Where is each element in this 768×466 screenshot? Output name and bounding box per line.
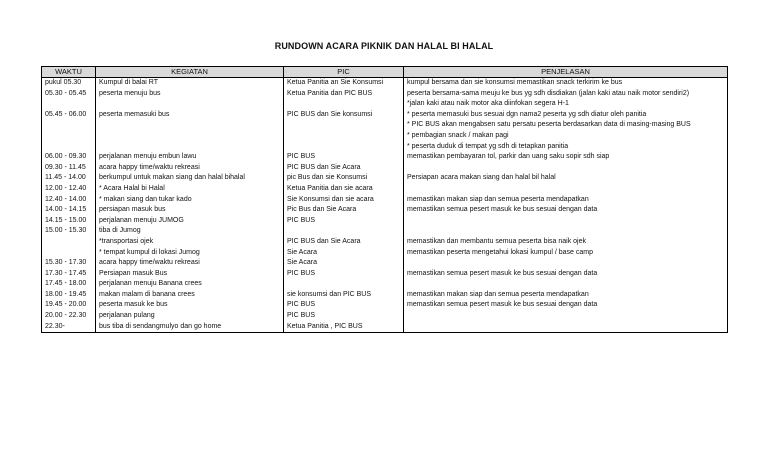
cell-kegiatan: perjalanan menuju embun lawu bbox=[96, 152, 284, 163]
cell-kegiatan: * makan siang dan tukar kado bbox=[96, 195, 284, 206]
cell-pic bbox=[284, 279, 404, 290]
cell-kegiatan: peserta menuju bus bbox=[96, 89, 284, 100]
cell-pic bbox=[284, 120, 404, 131]
cell-kegiatan: acara happy time/waktu rekreasi bbox=[96, 258, 284, 269]
cell-pic: Pic Bus dan Sie Acara bbox=[284, 205, 404, 216]
cell-waktu: 17.30 - 17.45 bbox=[42, 269, 96, 280]
cell-waktu bbox=[42, 142, 96, 153]
cell-waktu: 15.00 - 15.30 bbox=[42, 226, 96, 237]
table-row bbox=[42, 300, 728, 311]
cell-pic: PIC BUS dan Sie konsumsi bbox=[284, 110, 404, 121]
cell-pic: PIC BUS bbox=[284, 269, 404, 280]
cell-kegiatan: makan malam di banana crees bbox=[96, 290, 284, 301]
table-row bbox=[42, 226, 728, 237]
table-row bbox=[42, 269, 728, 280]
cell-kegiatan: * Acara Halal bi Halal bbox=[96, 184, 284, 195]
cell-penjelasan bbox=[404, 163, 728, 174]
table-row bbox=[42, 152, 728, 163]
table-row bbox=[42, 78, 728, 89]
cell-penjelasan bbox=[404, 322, 728, 333]
cell-kegiatan: Persiapan masuk Bus bbox=[96, 269, 284, 280]
cell-penjelasan: * peserta memasuki bus sesuai dgn nama2 peserta yg sdh diatur oleh panitia bbox=[404, 110, 728, 121]
cell-penjelasan: memastikan semua pesert masuk ke bus sesuai dengan data bbox=[404, 269, 728, 280]
cell-penjelasan: memastikan pembayaran tol, parkir dan uang saku sopir sdh siap bbox=[404, 152, 728, 163]
cell-pic: pic Bus dan sie Konsumsi bbox=[284, 173, 404, 184]
cell-waktu bbox=[42, 120, 96, 131]
cell-penjelasan bbox=[404, 258, 728, 269]
cell-pic: PIC BUS bbox=[284, 311, 404, 322]
cell-waktu: 09.30 - 11.45 bbox=[42, 163, 96, 174]
cell-pic: PIC BUS bbox=[284, 216, 404, 227]
cell-waktu: 17.45 - 18.00 bbox=[42, 279, 96, 290]
cell-waktu: 14.15 - 15.00 bbox=[42, 216, 96, 227]
cell-penjelasan: * peserta duduk di tempat yg sdh di tetapkan panitia bbox=[404, 142, 728, 153]
cell-pic: Ketua Panitia dan PIC BUS bbox=[284, 89, 404, 100]
cell-waktu bbox=[42, 131, 96, 142]
cell-waktu bbox=[42, 237, 96, 248]
table-row bbox=[42, 195, 728, 206]
cell-penjelasan bbox=[404, 216, 728, 227]
table-row bbox=[42, 110, 728, 121]
rundown-table bbox=[41, 66, 728, 333]
table-row bbox=[42, 311, 728, 322]
cell-pic: Ketua Panitia dan sie acara bbox=[284, 184, 404, 195]
cell-waktu: 20.00 - 22.30 bbox=[42, 311, 96, 322]
cell-penjelasan bbox=[404, 184, 728, 195]
table-row bbox=[42, 205, 728, 216]
cell-penjelasan: * PIC BUS akan mengabsen satu persatu peserta berdasarkan data di masing-masing BUS bbox=[404, 120, 728, 131]
table-row bbox=[42, 173, 728, 184]
cell-pic: PIC BUS bbox=[284, 300, 404, 311]
table-row bbox=[42, 89, 728, 100]
table-body bbox=[42, 78, 728, 333]
cell-kegiatan: perjalanan menuju Banana crees bbox=[96, 279, 284, 290]
cell-pic: Sie Acara bbox=[284, 248, 404, 259]
table-row bbox=[42, 322, 728, 333]
cell-waktu: 06.00 - 09.30 bbox=[42, 152, 96, 163]
header-waktu: WAKTU bbox=[42, 67, 96, 78]
cell-kegiatan: berkumpul untuk makan siang dan halal bihalal bbox=[96, 173, 284, 184]
table-header-row bbox=[42, 67, 728, 78]
cell-kegiatan: tiba di Jumog bbox=[96, 226, 284, 237]
cell-waktu: pukul 05.30 bbox=[42, 78, 96, 89]
cell-waktu bbox=[42, 99, 96, 110]
cell-waktu: 11.45 - 14.00 bbox=[42, 173, 96, 184]
cell-kegiatan: peserta masuk ke bus bbox=[96, 300, 284, 311]
table-row bbox=[42, 216, 728, 227]
cell-pic: Ketua Panitia , PIC BUS bbox=[284, 322, 404, 333]
cell-waktu: 14.00 - 14.15 bbox=[42, 205, 96, 216]
header-penjelasan: PENJELASAN bbox=[404, 67, 728, 78]
cell-pic: PIC BUS dan Sie Acara bbox=[284, 163, 404, 174]
cell-penjelasan: memastikan semua pesert masuk ke bus sesuai dengan data bbox=[404, 205, 728, 216]
cell-penjelasan: memastikan makan siap dan semua peserta mendapatkan bbox=[404, 195, 728, 206]
table-row bbox=[42, 279, 728, 290]
cell-kegiatan: bus tiba di sendangmulyo dan go home bbox=[96, 322, 284, 333]
cell-waktu: 22.30- bbox=[42, 322, 96, 333]
table-row bbox=[42, 99, 728, 110]
table-row bbox=[42, 184, 728, 195]
cell-waktu: 18.00 - 19.45 bbox=[42, 290, 96, 301]
cell-kegiatan: perjalanan menuju JUMOG bbox=[96, 216, 284, 227]
cell-penjelasan: memastikan dan membantu semua peserta bisa naik ojek bbox=[404, 237, 728, 248]
cell-pic: Sie Acara bbox=[284, 258, 404, 269]
cell-waktu: 12.00 - 12.40 bbox=[42, 184, 96, 195]
cell-waktu: 05.45 - 06.00 bbox=[42, 110, 96, 121]
cell-pic: PIC BUS dan Sie Acara bbox=[284, 237, 404, 248]
table-row bbox=[42, 237, 728, 248]
cell-penjelasan: Persiapan acara makan siang dan halal bil halal bbox=[404, 173, 728, 184]
cell-kegiatan: * tempat kumpul di lokasi Jumog bbox=[96, 248, 284, 259]
cell-kegiatan bbox=[96, 131, 284, 142]
cell-kegiatan bbox=[96, 99, 284, 110]
cell-pic: Ketua Panitia an Sie Konsumsi bbox=[284, 78, 404, 89]
cell-penjelasan bbox=[404, 226, 728, 237]
cell-penjelasan: peserta bersama-sama meuju ke bus yg sdh disdiakan (jalan kaki atau naik motor sendiri2) bbox=[404, 89, 728, 100]
cell-pic bbox=[284, 131, 404, 142]
cell-penjelasan: memastikan semua pesert masuk ke bus sesuai dengan data bbox=[404, 300, 728, 311]
cell-penjelasan bbox=[404, 279, 728, 290]
cell-penjelasan bbox=[404, 311, 728, 322]
table-row bbox=[42, 258, 728, 269]
cell-kegiatan: persiapan masuk bus bbox=[96, 205, 284, 216]
table-row bbox=[42, 142, 728, 153]
cell-kegiatan bbox=[96, 120, 284, 131]
table-row bbox=[42, 163, 728, 174]
cell-penjelasan: *jalan kaki atau naik motor aka diinfokan segera H-1 bbox=[404, 99, 728, 110]
cell-waktu: 19.45 - 20.00 bbox=[42, 300, 96, 311]
cell-penjelasan: memastikan peserta mengetahui lokasi kumpul / base camp bbox=[404, 248, 728, 259]
table-row bbox=[42, 290, 728, 301]
cell-penjelasan: * pembagian snack / makan pagi bbox=[404, 131, 728, 142]
header-kegiatan: KEGIATAN bbox=[96, 67, 284, 78]
document-title: RUNDOWN ACARA PIKNIK DAN HALAL BI HALAL bbox=[274, 41, 494, 51]
cell-pic: Sie Konsumsi dan sie acara bbox=[284, 195, 404, 206]
cell-pic bbox=[284, 99, 404, 110]
cell-kegiatan bbox=[96, 142, 284, 153]
cell-kegiatan: *transportasi ojek bbox=[96, 237, 284, 248]
cell-pic: PIC BUS bbox=[284, 152, 404, 163]
cell-pic bbox=[284, 226, 404, 237]
header-pic: PIC bbox=[284, 67, 404, 78]
cell-kegiatan: Kumpul di balai RT bbox=[96, 78, 284, 89]
cell-penjelasan: kumpul bersama dan sie konsumsi memastikan snack terkirim ke bus bbox=[404, 78, 728, 89]
cell-pic bbox=[284, 142, 404, 153]
cell-pic: sie konsumsi dan PIC BUS bbox=[284, 290, 404, 301]
cell-penjelasan: memastikan makan siap dan semua peserta mendapatkan bbox=[404, 290, 728, 301]
cell-kegiatan: peserta memasuki bus bbox=[96, 110, 284, 121]
cell-waktu: 05.30 - 05.45 bbox=[42, 89, 96, 100]
cell-waktu: 12.40 - 14.00 bbox=[42, 195, 96, 206]
cell-kegiatan: acara happy time/waktu rekreasi bbox=[96, 163, 284, 174]
table-row bbox=[42, 120, 728, 131]
table-row bbox=[42, 248, 728, 259]
cell-waktu: 15.30 - 17.30 bbox=[42, 258, 96, 269]
cell-kegiatan: perjalanan pulang bbox=[96, 311, 284, 322]
table-row bbox=[42, 131, 728, 142]
cell-waktu bbox=[42, 248, 96, 259]
